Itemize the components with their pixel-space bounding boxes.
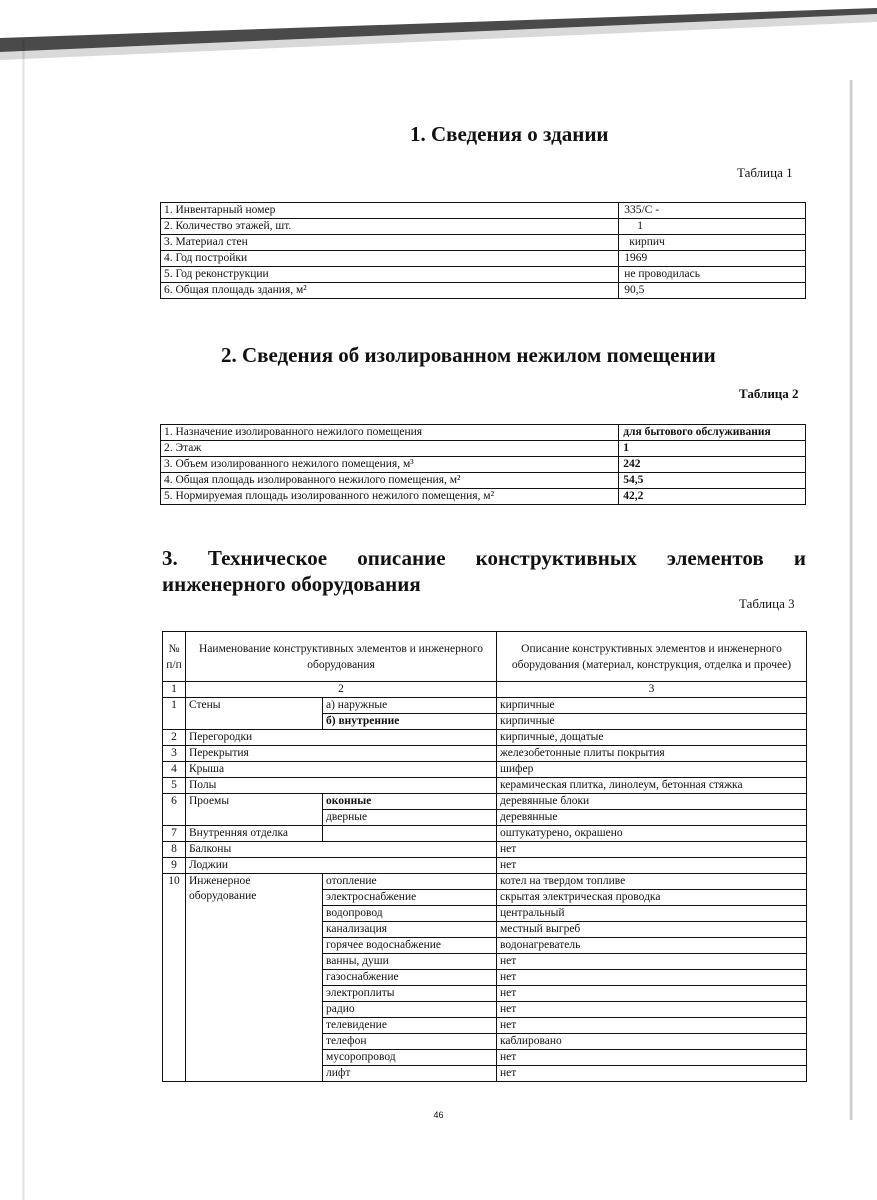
premises-info-table bbox=[160, 424, 806, 505]
table-row bbox=[161, 441, 806, 457]
element-description: кирпичные bbox=[497, 714, 807, 730]
sub-element: газоснабжение bbox=[323, 970, 497, 986]
row-value: для бытового обслуживания bbox=[619, 425, 806, 441]
table-row bbox=[161, 235, 806, 251]
table-row bbox=[163, 826, 807, 842]
row-number: 8 bbox=[163, 842, 186, 858]
sub-element: водопровод bbox=[323, 906, 497, 922]
row-label: 4. Год постройки bbox=[161, 251, 619, 267]
element-name: Внутренняя отделка bbox=[186, 826, 323, 842]
row-label: 1. Назначение изолированного нежилого помещения bbox=[161, 425, 619, 441]
table-row bbox=[163, 874, 807, 890]
sub-element: оконные bbox=[323, 794, 497, 810]
table-row bbox=[161, 489, 806, 505]
sub-element: б) внутренние bbox=[323, 714, 497, 730]
element-description: нет bbox=[497, 954, 807, 970]
table-row bbox=[163, 858, 807, 874]
element-name: Полы bbox=[186, 778, 497, 794]
row-label: 5. Нормируемая площадь изолированного нежилого помещения, м² bbox=[161, 489, 619, 505]
row-label: 5. Год реконструкции bbox=[161, 267, 619, 283]
table-header-row bbox=[163, 632, 807, 682]
table-row bbox=[161, 203, 806, 219]
table-row bbox=[163, 778, 807, 794]
col-number: 3 bbox=[497, 682, 807, 698]
page-number: 46 bbox=[433, 1110, 444, 1120]
element-description: деревянные блоки bbox=[497, 794, 807, 810]
table-row bbox=[163, 746, 807, 762]
element-name: Лоджии bbox=[186, 858, 497, 874]
sub-element: ванны, души bbox=[323, 954, 497, 970]
col-number: 2 bbox=[186, 682, 497, 698]
row-label: 4. Общая площадь изолированного нежилого помещения, м² bbox=[161, 473, 619, 489]
section3-title-line1: 3. Техническое описание конструктивных элементов и bbox=[162, 546, 806, 570]
building-info-table bbox=[160, 202, 806, 299]
element-description: нет bbox=[497, 1050, 807, 1066]
row-number: 10 bbox=[163, 874, 186, 1082]
element-name: Перегородки bbox=[186, 730, 497, 746]
table1-caption: Таблица 1 bbox=[737, 165, 793, 180]
row-value: 335/С - bbox=[619, 203, 806, 219]
row-value: 1969 bbox=[619, 251, 806, 267]
element-description: деревянные bbox=[497, 810, 807, 826]
sub-element: электроплиты bbox=[323, 986, 497, 1002]
element-name: Балконы bbox=[186, 842, 497, 858]
row-label: 3. Объем изолированного нежилого помещения, м³ bbox=[161, 457, 619, 473]
sub-element-empty bbox=[323, 826, 497, 842]
section1-title: 1. Сведения о здании bbox=[410, 122, 609, 146]
scan-edge-right bbox=[849, 80, 853, 1120]
table-row bbox=[163, 730, 807, 746]
section3-title-line2: инженерного оборудования bbox=[162, 572, 421, 596]
sub-element: лифт bbox=[323, 1066, 497, 1082]
row-number: 3 bbox=[163, 746, 186, 762]
section2-title: 2. Сведения об изолированном нежилом помещении bbox=[221, 343, 716, 367]
element-name: Проемы bbox=[186, 794, 323, 826]
element-description: котел на твердом топливе bbox=[497, 874, 807, 890]
sub-element: горячее водоснабжение bbox=[323, 938, 497, 954]
sub-element: радио bbox=[323, 1002, 497, 1018]
element-description: местный выгреб bbox=[497, 922, 807, 938]
row-value: 54,5 bbox=[619, 473, 806, 489]
table-row bbox=[163, 842, 807, 858]
col-number: 1 bbox=[163, 682, 186, 698]
table2-caption: Таблица 2 bbox=[739, 386, 799, 401]
element-description: нет bbox=[497, 970, 807, 986]
technical-description-table bbox=[162, 631, 807, 1082]
row-number: 7 bbox=[163, 826, 186, 842]
row-value: 42,2 bbox=[619, 489, 806, 505]
element-description: керамическая плитка, линолеум, бетонная стяжка bbox=[497, 778, 807, 794]
sub-element: дверные bbox=[323, 810, 497, 826]
element-description: кирпичные, дощатые bbox=[497, 730, 807, 746]
row-value: 1 bbox=[619, 219, 806, 235]
row-label: 6. Общая площадь здания, м² bbox=[161, 283, 619, 299]
row-label: 1. Инвентарный номер bbox=[161, 203, 619, 219]
header-num: № п/п bbox=[163, 632, 186, 682]
element-name: Перекрытия bbox=[186, 746, 497, 762]
element-name: Инженерное оборудование bbox=[186, 874, 323, 1082]
sub-element: электроснабжение bbox=[323, 890, 497, 906]
row-value: кирпич bbox=[619, 235, 806, 251]
element-description: нет bbox=[497, 1018, 807, 1034]
element-name: Крыша bbox=[186, 762, 497, 778]
header-name: Наименование конструктивных элементов и инженерного оборудования bbox=[186, 632, 497, 682]
element-description: водонагреватель bbox=[497, 938, 807, 954]
column-number-row bbox=[163, 682, 807, 698]
table-row bbox=[161, 219, 806, 235]
row-label: 2. Количество этажей, шт. bbox=[161, 219, 619, 235]
table-row bbox=[161, 267, 806, 283]
row-value: не проводилась bbox=[619, 267, 806, 283]
element-description: нет bbox=[497, 1002, 807, 1018]
table-row bbox=[163, 794, 807, 810]
row-number: 5 bbox=[163, 778, 186, 794]
row-value: 90,5 bbox=[619, 283, 806, 299]
row-label: 2. Этаж bbox=[161, 441, 619, 457]
element-description: скрытая электрическая проводка bbox=[497, 890, 807, 906]
sub-element: канализация bbox=[323, 922, 497, 938]
element-description: нет bbox=[497, 842, 807, 858]
sub-element: мусоропровод bbox=[323, 1050, 497, 1066]
element-description: нет bbox=[497, 858, 807, 874]
table3-caption: Таблица 3 bbox=[739, 596, 795, 611]
table-row bbox=[161, 473, 806, 489]
table-row bbox=[161, 457, 806, 473]
sub-element: а) наружные bbox=[323, 698, 497, 714]
row-value: 242 bbox=[619, 457, 806, 473]
table-row bbox=[161, 283, 806, 299]
element-description: шифер bbox=[497, 762, 807, 778]
header-desc: Описание конструктивных элементов и инженерного оборудования (материал, конструкция, отделка и прочее) bbox=[497, 632, 807, 682]
element-description: нет bbox=[497, 1066, 807, 1082]
table-row bbox=[161, 251, 806, 267]
row-value: 1 bbox=[619, 441, 806, 457]
row-number: 6 bbox=[163, 794, 186, 826]
table-row bbox=[163, 762, 807, 778]
element-name: Стены bbox=[186, 698, 323, 730]
row-label: 3. Материал стен bbox=[161, 235, 619, 251]
element-description: нет bbox=[497, 986, 807, 1002]
element-description: железобетонные плиты покрытия bbox=[497, 746, 807, 762]
row-number: 9 bbox=[163, 858, 186, 874]
element-description: каблировано bbox=[497, 1034, 807, 1050]
scan-edge-left bbox=[22, 40, 25, 1200]
element-description: кирпичные bbox=[497, 698, 807, 714]
element-description: центральный bbox=[497, 906, 807, 922]
row-number: 4 bbox=[163, 762, 186, 778]
row-number: 1 bbox=[163, 698, 186, 730]
sub-element: телевидение bbox=[323, 1018, 497, 1034]
sub-element: телефон bbox=[323, 1034, 497, 1050]
table-row bbox=[161, 425, 806, 441]
row-number: 2 bbox=[163, 730, 186, 746]
sub-element: отопление bbox=[323, 874, 497, 890]
element-description: оштукатурено, окрашено bbox=[497, 826, 807, 842]
scan-edge-top bbox=[0, 0, 877, 60]
table-row bbox=[163, 698, 807, 714]
